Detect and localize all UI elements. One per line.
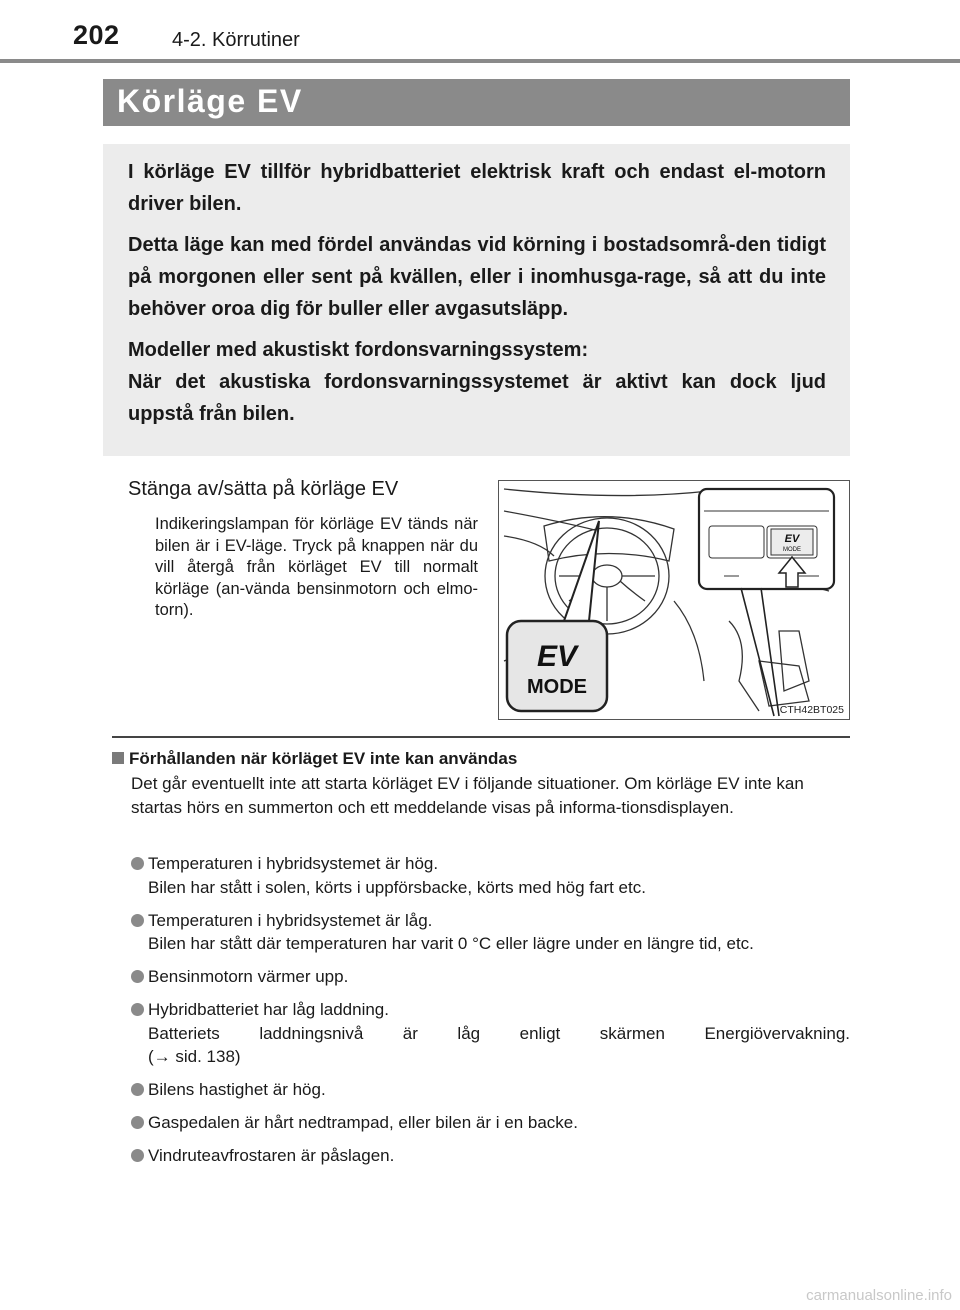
square-bullet-icon (112, 752, 124, 764)
intro-box (103, 144, 850, 456)
list-item (131, 965, 850, 989)
section-title-bar (103, 79, 850, 126)
toggle-heading: Stänga av/sätta på körläge EV (128, 478, 399, 500)
intro-paragraph-3-line-1: Modeller med akustiskt fordonsvarningssystem: (128, 339, 589, 361)
circle-bullet-icon (131, 857, 144, 870)
list-item-main: Vindruteavfrostaren är påslagen. (148, 1146, 395, 1165)
circle-bullet-icon (131, 970, 144, 983)
list-item (131, 998, 850, 1069)
conditions-list (131, 852, 850, 1177)
small-ev-label: EV (784, 533, 800, 545)
circle-bullet-icon (131, 1149, 144, 1162)
list-item-main: Gaspedalen är hårt nedtrampad, eller bilen är i en backe. (148, 1113, 578, 1132)
list-item (131, 1144, 850, 1168)
small-mode-label: MODE (783, 547, 801, 553)
conditions-text: Det går eventuellt inte att starta körläget EV i följande situationer. Om körläge EV inte kan startas hörs en summerton och ett meddelande visas på informa-tionsdisplayen. (131, 774, 804, 817)
page-number: 202 (73, 20, 120, 50)
chapter-title: 4-2. Körrutiner (172, 29, 300, 51)
list-item-detail: Bilen har stått där temperaturen har varit 0 °C eller lägre under en längre tid, etc. (148, 934, 754, 953)
list-item (131, 1078, 850, 1102)
list-item-main: Temperaturen i hybridsystemet är låg. (148, 910, 433, 930)
header-rule (0, 59, 960, 63)
large-ev-label: EV (536, 640, 578, 673)
list-item (131, 852, 850, 899)
list-item (131, 909, 850, 956)
circle-bullet-icon (131, 914, 144, 927)
list-item-detail: Bilen har stått i solen, körts i uppförsbacke, körts med hög fart etc. (148, 877, 646, 897)
circle-bullet-icon (131, 1116, 144, 1129)
conditions-heading-text: Förhållanden när körläget EV inte kan användas (129, 749, 518, 768)
watermark: carmanualsonline.info (806, 1287, 952, 1304)
list-item-main: Hybridbatteriet har låg laddning. (148, 1000, 389, 1019)
toggle-text: Indikeringslampan för körläge EV tänds när bilen är i EV-läge. Tryck på knappen när du vill återgå från körläget EV till normalt körläge (an-vända bensinmotorn och elmo-torn). (155, 515, 478, 619)
intro-paragraph-1: I körläge EV tillför hybridbatteriet elektrisk kraft och endast el-motorn driver bilen. (128, 161, 826, 215)
list-item-main: Bilens hastighet är hög. (148, 1080, 326, 1099)
intro-paragraph-2: Detta läge kan med fördel användas vid körning i bostadsområ-den tidigt på morgonen eller sent på kvällen, eller i inomhusga-rage, så att du inte behöver oroa dig för buller eller avgasutsläpp. (128, 234, 826, 320)
figure-code: CTH42BT025 (779, 704, 844, 716)
large-mode-label: MODE (527, 676, 587, 698)
section-divider (112, 736, 850, 738)
conditions-heading (112, 749, 517, 769)
circle-bullet-icon (131, 1003, 144, 1016)
section-title: Körläge EV (117, 83, 303, 119)
list-item-main: Bensinmotorn värmer upp. (148, 967, 349, 986)
intro-paragraph-3-line-2: När det akustiska fordonsvarningssystemet är aktivt kan dock ljud uppstå från bilen. (128, 371, 826, 425)
list-item-detail: Batteriets laddningsnivå är låg enligt skärmen Energiövervakning. (148, 1023, 850, 1043)
ev-mode-figure (498, 480, 850, 720)
list-item-main: Temperaturen i hybridsystemet är hög. (148, 854, 439, 873)
circle-bullet-icon (131, 1083, 144, 1096)
list-item (131, 1111, 850, 1135)
list-item-page-ref[interactable]: (→ sid. 138) (148, 1047, 241, 1066)
dashboard-illustration (499, 481, 849, 719)
